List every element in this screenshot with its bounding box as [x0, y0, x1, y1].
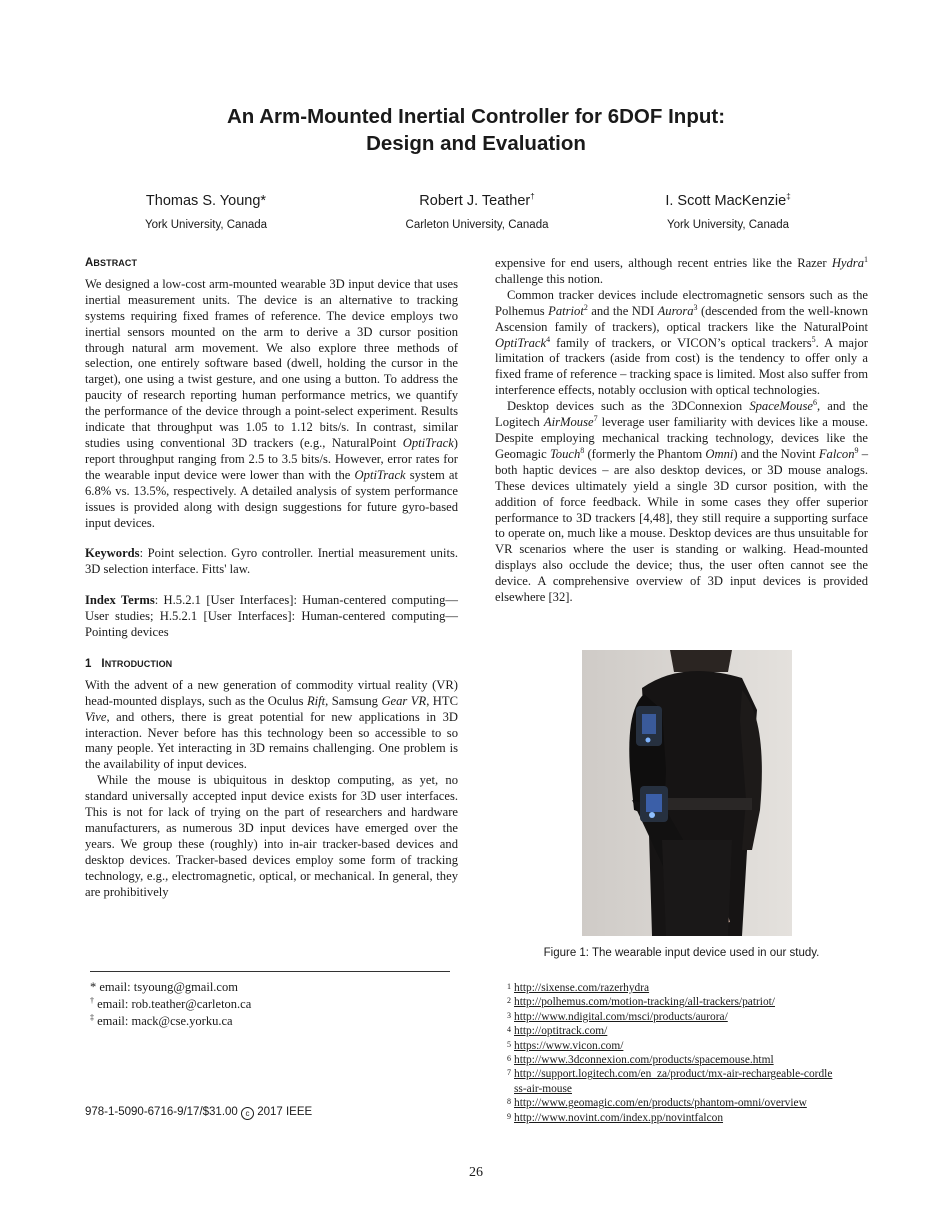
author-name: Thomas S. Young	[145, 193, 261, 209]
heading-rest: BSTRACT	[93, 258, 138, 268]
author-mark: *	[260, 193, 267, 209]
footnote-link[interactable]: http://optitrack.com/	[514, 1025, 608, 1038]
right-paragraph-2: Common tracker devices include electromagnetic sensors such as the Polhemus Patriot$^2$ and the NDI Aurora$^3$ (descended from the well-known Ascension family of trackers), optical trackers like the NaturalPoint OptiTrack$^4$ family of trackers, or VICON’s optical trackers$^5$. A major limitation of trackers (aside from cost) is the tendency to offer only a fixed frame of reference – tracking space is limited. Most also suffer from interference effects, notably occlusion with optical technologies.	[495, 287, 868, 398]
footnote-rule	[90, 971, 450, 972]
url-footnote: 9 http://www.novint.com/index.pp/novintfalcon	[507, 1111, 724, 1124]
figure-1-caption: Figure 1: The wearable input device used in our study.	[543, 947, 820, 959]
url-footnote: 3 http://www.ndigital.com/msci/products/aurora/	[507, 1010, 728, 1023]
footnote-link[interactable]: https://www.vicon.com/	[514, 1039, 624, 1052]
copyright-symbol: c	[241, 1107, 254, 1120]
right-paragraph-3: Desktop devices such as the 3DConnexion SpaceMouse$^6$, and the Logitech AirMouse$^7$ leverage user familiarity with devices like a mouse. Despite employing mechanical tracking technology, devices like the Geomagic Touch$^8$ (formerly the Phantom Omni) and the Novint Falcon$^9$ – both haptic devices – are also desktop devices, or 3D mouse analogs. These devices ultimately yield a single 3D cursor position, with the addition of force feedback. While in some cases they offer superior performance to 3D trackers [4,48], they still require a supporting surface to operate on, much like a mouse. Desktop devices are thus unsuitable for VR scenarios where the user is standing or walking. Head-mounted displays also occlude the device; thus, the user often cannot see the device. A comprehensive overview of 3D input devices is provided elsewhere [32].	[495, 397, 869, 605]
figure-1-photo	[582, 650, 792, 936]
author-mark: †	[530, 192, 535, 202]
title-line-1: An Arm-Mounted Inertial Controller for 6DOF Input:	[226, 105, 726, 128]
intro-paragraph-2: While the mouse is ubiquitous in desktop computing, as yet, no standard universally accepted input device exists for 3D user interfaces. This is not for lack of trying on the part of researchers and hardware manufacturers, as numerous 3D input devices have emerged over the years. We group these (roughly) into in-air tracker-based devices and desktop devices. Tracker-based devices employ some form of tracking technology, e.g., electromagnetic, optical, or mechanical. In general, they are prohibitively	[85, 773, 458, 899]
copyright-line: 978-1-5090-6716-9/17/$31.00 c 2017 IEEE	[85, 1106, 313, 1118]
email-footnote: ‡ email: mack@cse.yorku.ca	[90, 1012, 233, 1028]
author-3-affiliation: York University, Canada	[666, 219, 790, 231]
heading-rest: NTRODUCTION	[104, 658, 173, 669]
introduction-heading	[85, 657, 458, 673]
author-2	[367, 193, 587, 209]
author-1-affiliation: York University, Canada	[144, 219, 268, 231]
keywords-text: : Point selection. Gyro controller. Inertial measurement units. 3D selection interface. Fitts' law.	[85, 546, 458, 577]
author-mark: ‡	[786, 192, 791, 202]
footnote-link[interactable]: http://www.geomagic.com/en/products/phantom-omni/overview	[514, 1097, 807, 1110]
email-footnote: † email: rob.teather@carleton.ca	[90, 995, 252, 1011]
title-line-2: Design and Evaluation	[366, 132, 586, 155]
url-footnotes	[497, 981, 857, 1125]
author-1	[106, 193, 306, 209]
author-name: Robert J. Teather	[419, 193, 531, 209]
author-3	[628, 193, 828, 209]
index-terms-text: : H.5.2.1 [User Interfaces]: Human-centered computing—User studies; H.5.2.1 [User Interfaces]: Human-centered computing—Pointing devices	[85, 593, 458, 640]
right-column	[495, 256, 868, 606]
url-footnote: 2 http://polhemus.com/motion-tracking/all-trackers/patriot/	[507, 996, 775, 1009]
author-2-affiliation: Carleton University, Canada	[405, 219, 549, 231]
left-column	[85, 256, 458, 901]
heading-initial: A	[85, 257, 94, 269]
heading-initial: I	[101, 657, 105, 670]
footnote-link[interactable]: http://support.logitech.com/en_za/product/mx-air-rechargeable-cordless-air-mouse	[514, 1068, 833, 1095]
index-terms	[85, 593, 458, 641]
footnote-link[interactable]: http://www.novint.com/index.pp/novintfalcon	[514, 1111, 724, 1124]
footnote-link[interactable]: http://polhemus.com/motion-tracking/all-trackers/patriot/	[514, 996, 775, 1009]
url-footnote: 5 https://www.vicon.com/	[507, 1039, 624, 1052]
url-footnote: 8 http://www.geomagic.com/en/products/phantom-omni/overview	[507, 1097, 807, 1110]
footnote-link[interactable]: http://www.ndigital.com/msci/products/aurora/	[514, 1010, 728, 1023]
section-number: 1	[85, 657, 92, 670]
index-terms-label: Index Terms	[85, 593, 155, 608]
keywords	[85, 546, 458, 578]
email-footnote: * email: tsyoung@gmail.com	[90, 980, 238, 994]
right-paragraph-1: expensive for end users, although recent entries like the Razer Hydra$^1$ challenge this notion.	[495, 254, 868, 286]
abstract-text: We designed a low-cost arm-mounted wearable 3D input device that uses inertial measurement units. The device is an alternative to tracking systems requiring fixed frames of reference. The device employs two inertial sensors mounted on the arm to derive a 3D cursor position through natural arm movement. We also explore three methods of selection, one entirely software based (dwell, holding the cursor in the target), one using a twist gesture, and one using a button. To address the paucity of research reporting human performance metrics, we quantify the performance of the device through a point-select experiment. Results indicate that throughput was 1.05 to 1.12 bits/s. In contrast, similar studies using conventional 3D trackers (e.g., NaturalPoint OptiTrack) report throughput ranging from 2.5 to 3.5 bits/s. However, error rates for the wearable input device were lower than with the OptiTrack system at 6.8% vs. 13.5%, respectively. A detailed analysis of system performance issues is provided along with design suggestions for future gyro-based input devices.	[85, 276, 458, 530]
paper-title	[0, 103, 952, 157]
url-footnote: 1 http://sixense.com/razerhydra	[507, 982, 650, 994]
footnote-link[interactable]: http://www.3dconnexion.com/products/spacemouse.html	[514, 1054, 774, 1067]
page-number: 26	[469, 1165, 483, 1180]
intro-paragraph-1: With the advent of a new generation of commodity virtual reality (VR) head-mounted displays, such as the Oculus Rift, Samsung Gear VR, HTC Vive, and others, there is great potential for new applications in 3D interaction. Never before has this technology been so accessible to so many people. Yet interacting in 3D remains challenging. One problem is the availability of input devices.	[85, 677, 458, 772]
abstract-heading	[85, 256, 458, 272]
author-email-footnotes	[90, 979, 450, 1030]
wearable-device-illustration	[582, 650, 792, 936]
url-footnote: 4 http://optitrack.com/	[507, 1025, 608, 1038]
author-name: I. Scott MacKenzie	[665, 193, 787, 209]
keywords-label: Keywords	[85, 546, 140, 561]
footnote-link[interactable]: http://sixense.com/razerhydra	[514, 982, 650, 994]
url-footnote: 7 http://support.logitech.com/en_za/product/mx-air-rechargeable-cordless-air-mouse	[507, 1068, 833, 1095]
url-footnote: 6 http://www.3dconnexion.com/products/spacemouse.html	[507, 1054, 774, 1067]
